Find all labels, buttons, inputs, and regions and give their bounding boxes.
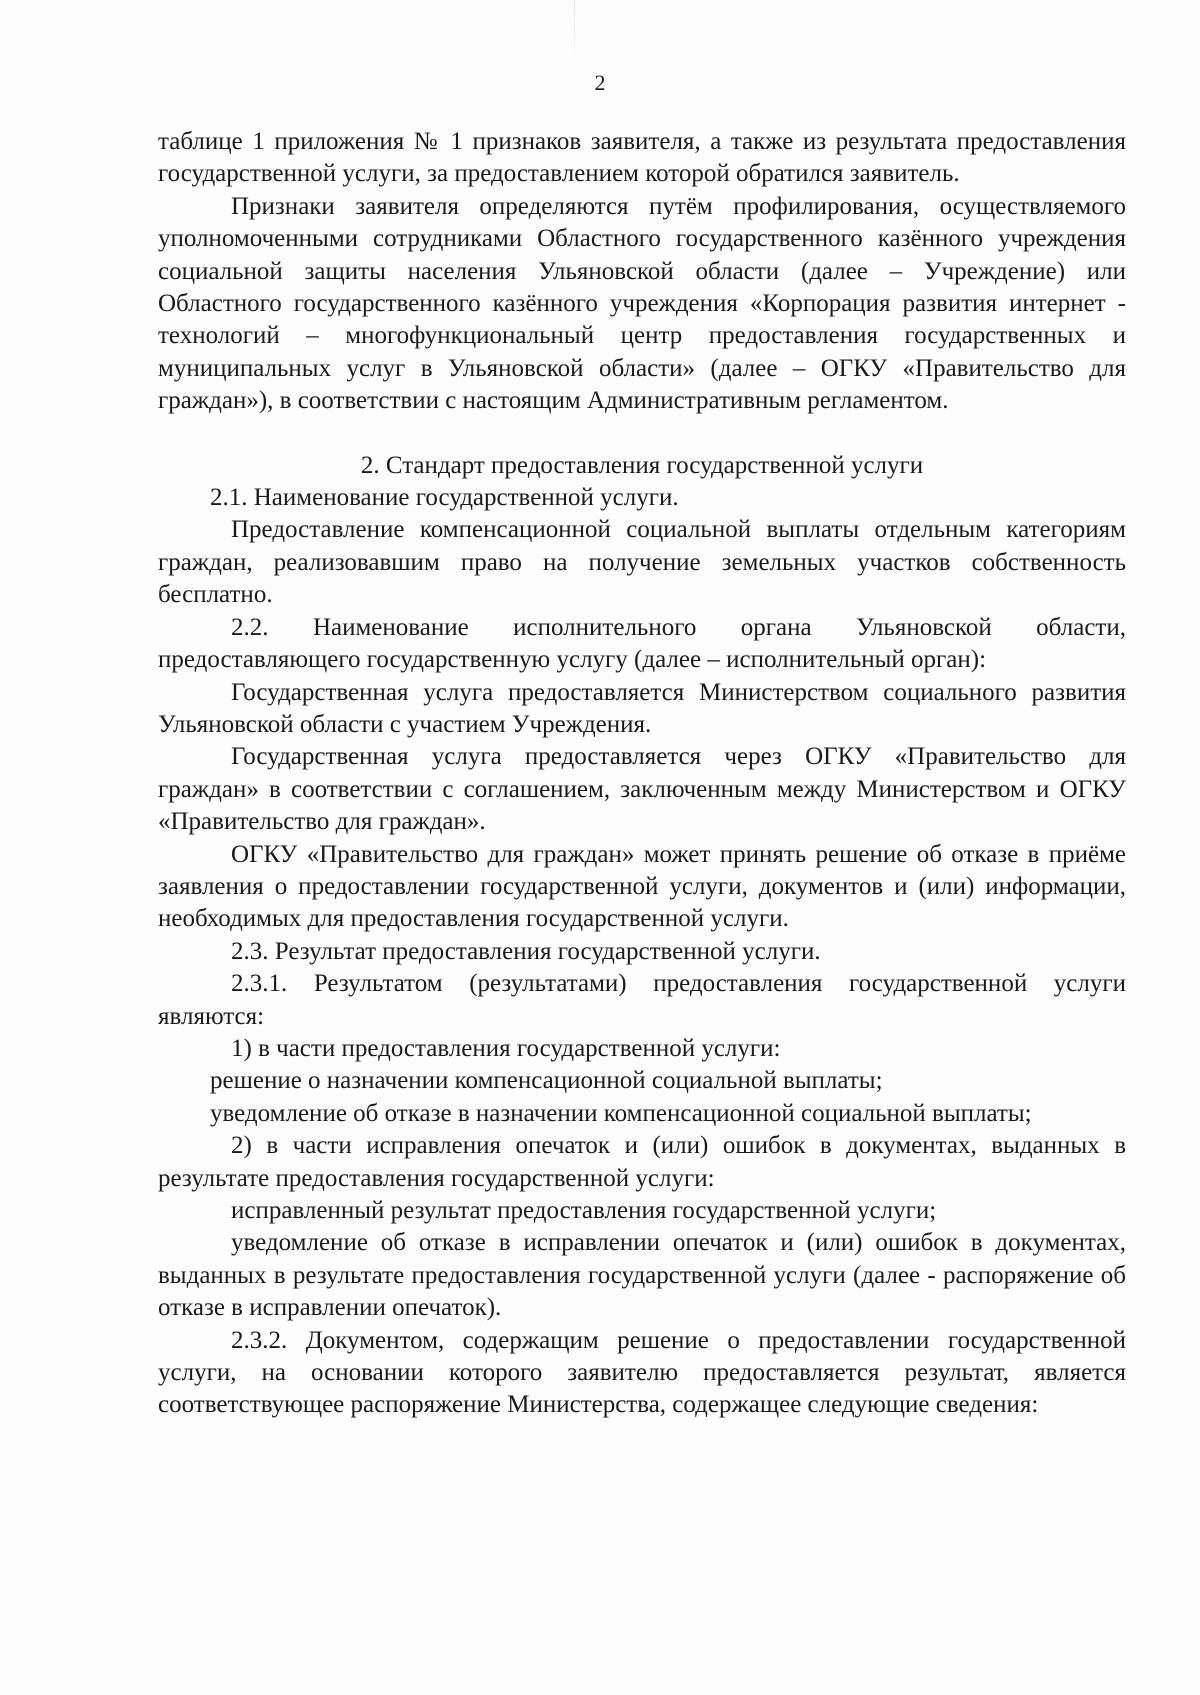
section-heading: 2. Стандарт предоставления государственной услуги bbox=[360, 451, 924, 479]
paragraph-continuation: таблице 1 приложения № 1 признаков заявителя, а также из результата предоставления государственной услуги, за предоставлением которой обратился заявитель. bbox=[158, 128, 1126, 188]
list-item: решение о назначении компенсационной социальной выплаты; bbox=[210, 1067, 883, 1095]
paragraph-service-name: Предоставление компенсационной социальной выплаты отдельным категориям граждан, реализовавшим право на получение земельных участков собственность бесплатно. bbox=[158, 516, 1126, 609]
page-number: 2 bbox=[594, 70, 606, 95]
paragraph-ministry: Государственная услуга предоставляется Министерством социального развития Ульяновской области с участием Учреждения. bbox=[158, 678, 1126, 738]
paragraph-refusal: ОГКУ «Правительство для граждан» может принять решение об отказе в приёме заявления о предоставлении государственной услуги, документов и (или) информации, необходимых для предоставления государственной услуги. bbox=[158, 840, 1126, 933]
subsection-2-2: 2.2. Наименование исполнительного органа Ульяновской области, предоставляющего государственную услугу (далее – исполнительный орган): bbox=[158, 613, 1126, 674]
paragraph-applicant-criteria: Признаки заявителя определяются путём профилирования, осуществляемого уполномоченными сотрудниками Областного государственного казённого учреждения социальной защиты населения Ульяновской области (далее – Учреждение) или Областного государственного казённого учреждения «Корпорация развития интернет - технологий – многофункциональный центр предоставления государственных и муниципальных услуг в Ульяновской области» (далее – ОГКУ «Правительство для граждан»), в соответствии с настоящим Административным регламентом. bbox=[158, 192, 1126, 415]
subsection-2-3: 2.3. Результат предоставления государственной услуги. bbox=[231, 937, 821, 965]
subsection-2-1: 2.1. Наименование государственной услуги. bbox=[210, 484, 679, 512]
list-item: 2) в части исправления опечаток и (или) ошибок в документах, выданных в результате предоставления государственной услуги: bbox=[158, 1132, 1126, 1192]
list-item: уведомление об отказе в исправлении опечаток и (или) ошибок в документах, выданных в результате предоставления государственной услуги (далее - распоряжение об отказе в исправлении опечаток). bbox=[158, 1229, 1126, 1322]
list-item: исправленный результат предоставления государственной услуги; bbox=[231, 1197, 937, 1224]
paragraph-through-ogku: Государственная услуга предоставляется через ОГКУ «Правительство для граждан» в соответствии с соглашением, заключенным между Министерством и ОГКУ «Правительство для граждан». bbox=[158, 743, 1126, 836]
subsection-2-3-2: 2.3.2. Документом, содержащим решение о предоставлении государственной услуги, на основании которого заявителю предоставляется результат, является соответствующее распоряжение Министерства, содержащее следующие сведения: bbox=[158, 1326, 1126, 1419]
list-item: уведомление об отказе в назначении компенсационной социальной выплаты; bbox=[210, 1099, 1032, 1127]
subsection-2-3-1: 2.3.1. Результатом (результатами) предоставления государственной услуги являются: bbox=[158, 970, 1126, 1030]
list-item: 1) в части предоставления государственной услуги: bbox=[231, 1034, 781, 1062]
scan-artifact bbox=[574, 0, 575, 70]
document-body bbox=[158, 126, 1126, 1422]
